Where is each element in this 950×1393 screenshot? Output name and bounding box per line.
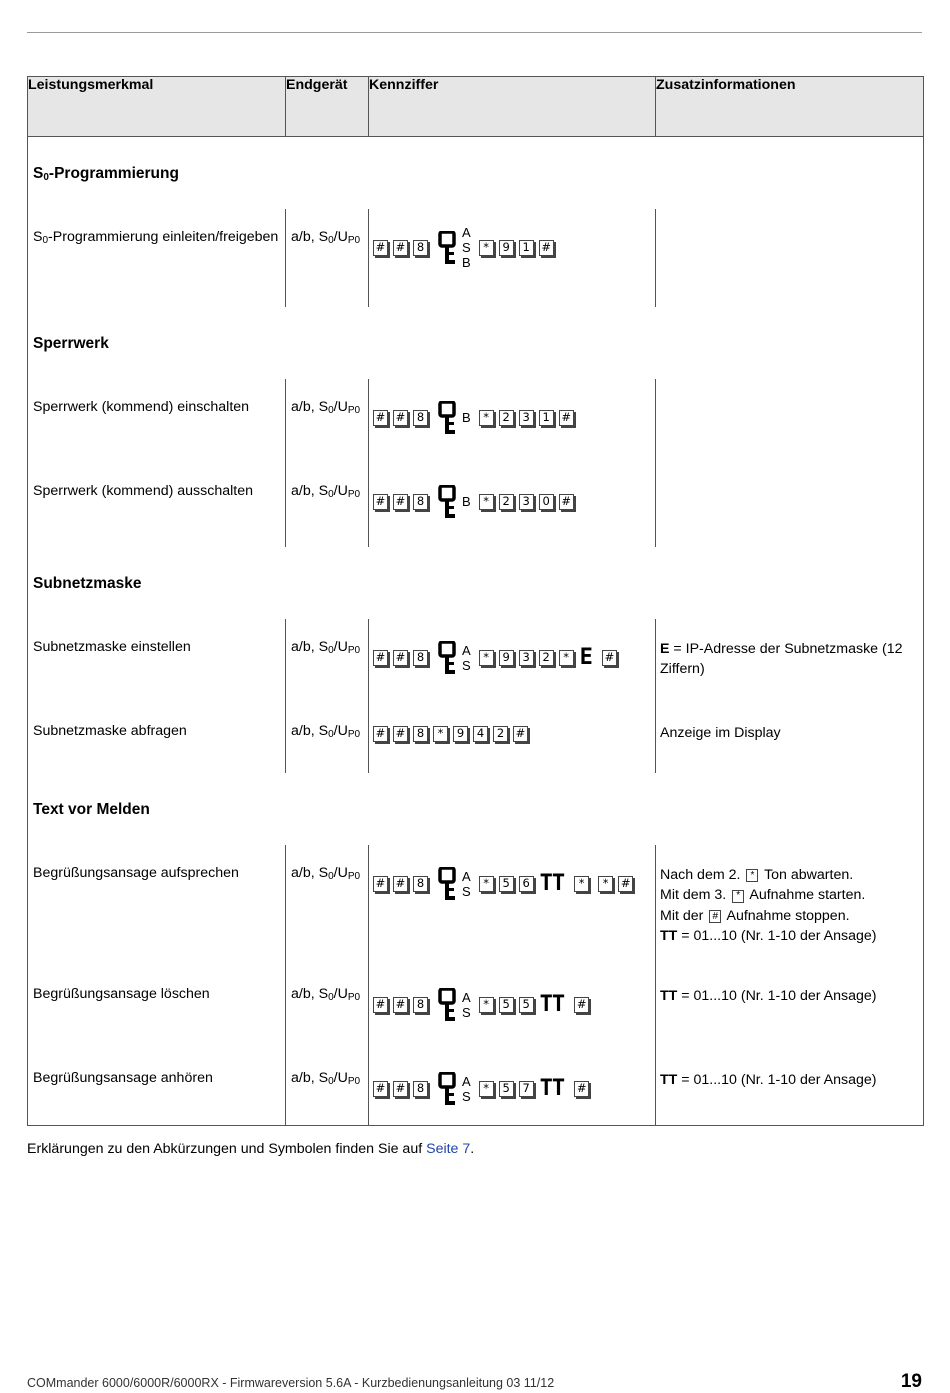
info-line: Mit dem 3. * Aufnahme starten.	[660, 887, 866, 903]
section-title: Subnetzmaske	[28, 547, 924, 619]
device-cell: a/b, $S_0/U_{P0}$	[286, 1050, 369, 1126]
key-sequence	[373, 719, 655, 749]
key-icon	[438, 641, 456, 675]
placeholder-TT: TT	[539, 871, 565, 896]
key-digit: 8	[413, 410, 428, 426]
key-digit: 6	[519, 876, 534, 892]
key-hash: #	[373, 1081, 388, 1097]
code-cell	[369, 703, 656, 773]
feature-name: Subnetzmaske abfragen	[28, 703, 286, 773]
page-link[interactable]: Seite 7	[426, 1141, 471, 1157]
device-cell: a/b, $S_0/U_{P0}$	[286, 966, 369, 1050]
key-sequence	[373, 487, 655, 517]
placeholder-E: E	[579, 645, 592, 670]
code-cell	[369, 1050, 656, 1126]
feature-name: $S_0$-Programmierung einleiten/freigeben	[28, 209, 286, 307]
device-cell: a/b, $S_0/U_{P0}$	[286, 619, 369, 703]
info-cell: Anzeige im Display	[656, 703, 924, 773]
key-hash: #	[393, 650, 408, 666]
key-digit: 1	[519, 240, 534, 256]
table-row	[28, 966, 924, 1050]
key-sequence	[373, 643, 655, 673]
key-digit: 8	[413, 1081, 428, 1097]
key-star: *	[479, 997, 494, 1013]
header-endgeraet: Endgerät	[286, 77, 369, 137]
key-hash: #	[373, 997, 388, 1013]
feature-name: Sperrwerk (kommend) einschalten	[28, 379, 286, 463]
key-hash: #	[539, 240, 554, 256]
table-header	[28, 77, 924, 137]
feature-name: Begrüßungsansage aufsprechen	[28, 845, 286, 966]
key-sequence	[373, 990, 655, 1020]
key-icon	[438, 867, 456, 901]
key-icon	[438, 988, 456, 1022]
key-icon	[438, 231, 456, 265]
code-cell	[369, 209, 656, 307]
device-cell: a/b, $S_0/U_{P0}$	[286, 379, 369, 463]
key-sequence	[373, 1074, 655, 1104]
key-hash: #	[559, 410, 574, 426]
key-hash: #	[373, 410, 388, 426]
key-icon	[438, 1072, 456, 1106]
device-cell: a/b, $S_0/U_{P0}$	[286, 209, 369, 307]
key-hash: #	[574, 1081, 589, 1097]
feature-table	[27, 76, 924, 1126]
feature-name: Begrüßungsansage löschen	[28, 966, 286, 1050]
key-hash: #	[513, 726, 528, 742]
key-digit: 3	[519, 494, 534, 510]
key-hash: #	[373, 876, 388, 892]
code-cell	[369, 966, 656, 1050]
key-digit: 3	[519, 410, 534, 426]
abs-labels: B	[462, 494, 471, 509]
key-digit: 7	[519, 1081, 534, 1097]
info-line: Nach dem 2. * Ton abwarten.	[660, 866, 854, 883]
key-digit: 8	[413, 876, 428, 892]
key-digit: 1	[539, 410, 554, 426]
table-row	[28, 703, 924, 773]
key-hash: #	[618, 876, 633, 892]
info-cell: TT = 01...10 (Nr. 1-10 der Ansage)	[656, 966, 924, 1050]
key-star: *	[598, 876, 613, 892]
key-star: *	[433, 726, 448, 742]
device-cell: a/b, $S_0/U_{P0}$	[286, 845, 369, 966]
key-icon	[438, 485, 456, 519]
key-star: *	[479, 410, 494, 426]
abs-labels: B	[462, 410, 471, 425]
key-digit: 5	[519, 997, 534, 1013]
key-digit: 9	[453, 726, 468, 742]
key-sequence	[373, 403, 655, 433]
section-title: Sperrwerk	[28, 307, 924, 379]
header-zusatzinformationen: Zusatzinformationen	[656, 77, 924, 137]
key-hash: #	[393, 240, 408, 256]
key-digit: 0	[539, 494, 554, 510]
key-star: *	[559, 650, 574, 666]
info-cell: TT = 01...10 (Nr. 1-10 der Ansage)	[656, 1050, 924, 1126]
section-text-vor-melden	[28, 773, 924, 845]
key-digit: 5	[499, 1081, 514, 1097]
code-cell	[369, 379, 656, 463]
key-digit: 2	[499, 410, 514, 426]
info-line: TT = 01...10 (Nr. 1-10 der Ansage)	[660, 928, 877, 944]
key-hash: #	[602, 650, 617, 666]
key-star: *	[479, 876, 494, 892]
key-digit: 9	[499, 650, 514, 666]
key-star: *	[479, 494, 494, 510]
key-digit: 9	[499, 240, 514, 256]
info-cell	[656, 463, 924, 547]
info-line: Mit der # Aufnahme stoppen.	[660, 907, 850, 924]
code-cell	[369, 845, 656, 966]
feature-name: Sperrwerk (kommend) ausschalten	[28, 463, 286, 547]
explanation-note: Erklärungen zu den Abkürzungen und Symbolen finden Sie auf Seite 7.	[27, 1141, 475, 1157]
key-sequence	[373, 225, 655, 270]
abs-labels: A S	[462, 989, 471, 1020]
header-kennziffer: Kennziffer	[369, 77, 656, 137]
info-cell: E = IP-Adresse der Subnetzmaske (12 Ziffern)	[656, 619, 924, 703]
info-cell	[656, 379, 924, 463]
key-star: *	[574, 876, 589, 892]
feature-name: Subnetzmaske einstellen	[28, 619, 286, 703]
key-star-icon: *	[746, 869, 758, 882]
table-row	[28, 1050, 924, 1126]
key-star: *	[479, 240, 494, 256]
key-icon	[438, 401, 456, 435]
key-digit: 8	[413, 494, 428, 510]
section-title: $S_0$-Programmierung	[28, 137, 924, 209]
table-row	[28, 463, 924, 547]
section-s0	[28, 137, 924, 209]
key-hash: #	[574, 997, 589, 1013]
key-hash-icon: #	[709, 910, 721, 923]
key-digit: 5	[499, 997, 514, 1013]
page-number: 19	[900, 1371, 922, 1392]
key-hash: #	[373, 726, 388, 742]
key-hash: #	[393, 876, 408, 892]
key-hash: #	[393, 726, 408, 742]
key-hash: #	[393, 410, 408, 426]
key-digit: 2	[493, 726, 508, 742]
key-star-icon: *	[732, 890, 744, 903]
info-cell	[656, 209, 924, 307]
key-hash: #	[373, 240, 388, 256]
code-cell	[369, 619, 656, 703]
key-digit: 2	[499, 494, 514, 510]
section-subnetzmaske	[28, 547, 924, 619]
key-hash: #	[393, 997, 408, 1013]
table-row	[28, 845, 924, 966]
key-digit: 8	[413, 240, 428, 256]
key-hash: #	[393, 1081, 408, 1097]
table-row	[28, 209, 924, 307]
abs-labels: A S B	[462, 225, 471, 270]
table-row	[28, 379, 924, 463]
header-leistungsmerkmal: Leistungsmerkmal	[28, 77, 286, 137]
key-digit: 2	[539, 650, 554, 666]
key-digit: 8	[413, 650, 428, 666]
key-hash: #	[373, 650, 388, 666]
abs-labels: A S	[462, 642, 471, 673]
key-digit: 4	[473, 726, 488, 742]
key-hash: #	[393, 494, 408, 510]
section-title: Text vor Melden	[28, 773, 924, 845]
key-digit: 3	[519, 650, 534, 666]
device-cell: a/b, $S_0/U_{P0}$	[286, 463, 369, 547]
placeholder-TT: TT	[539, 992, 565, 1017]
top-rule	[27, 32, 922, 33]
key-digit: 5	[499, 876, 514, 892]
code-cell	[369, 463, 656, 547]
footer-text: COMmander 6000/6000R/6000RX - Firmwareversion 5.6A - Kurzbedienungsanleitung 03 11/12	[27, 1376, 555, 1390]
key-digit: 8	[413, 726, 428, 742]
feature-name: Begrüßungsansage anhören	[28, 1050, 286, 1126]
key-hash: #	[559, 494, 574, 510]
key-star: *	[479, 650, 494, 666]
section-sperrwerk	[28, 307, 924, 379]
abs-labels: A S	[462, 868, 471, 899]
info-cell	[656, 845, 924, 966]
key-star: *	[479, 1081, 494, 1097]
placeholder-TT: TT	[539, 1076, 565, 1101]
device-cell: a/b, $S_0/U_{P0}$	[286, 703, 369, 773]
key-sequence	[373, 869, 655, 899]
table-row	[28, 619, 924, 703]
abs-labels: A S	[462, 1073, 471, 1104]
key-hash: #	[373, 494, 388, 510]
key-digit: 8	[413, 997, 428, 1013]
